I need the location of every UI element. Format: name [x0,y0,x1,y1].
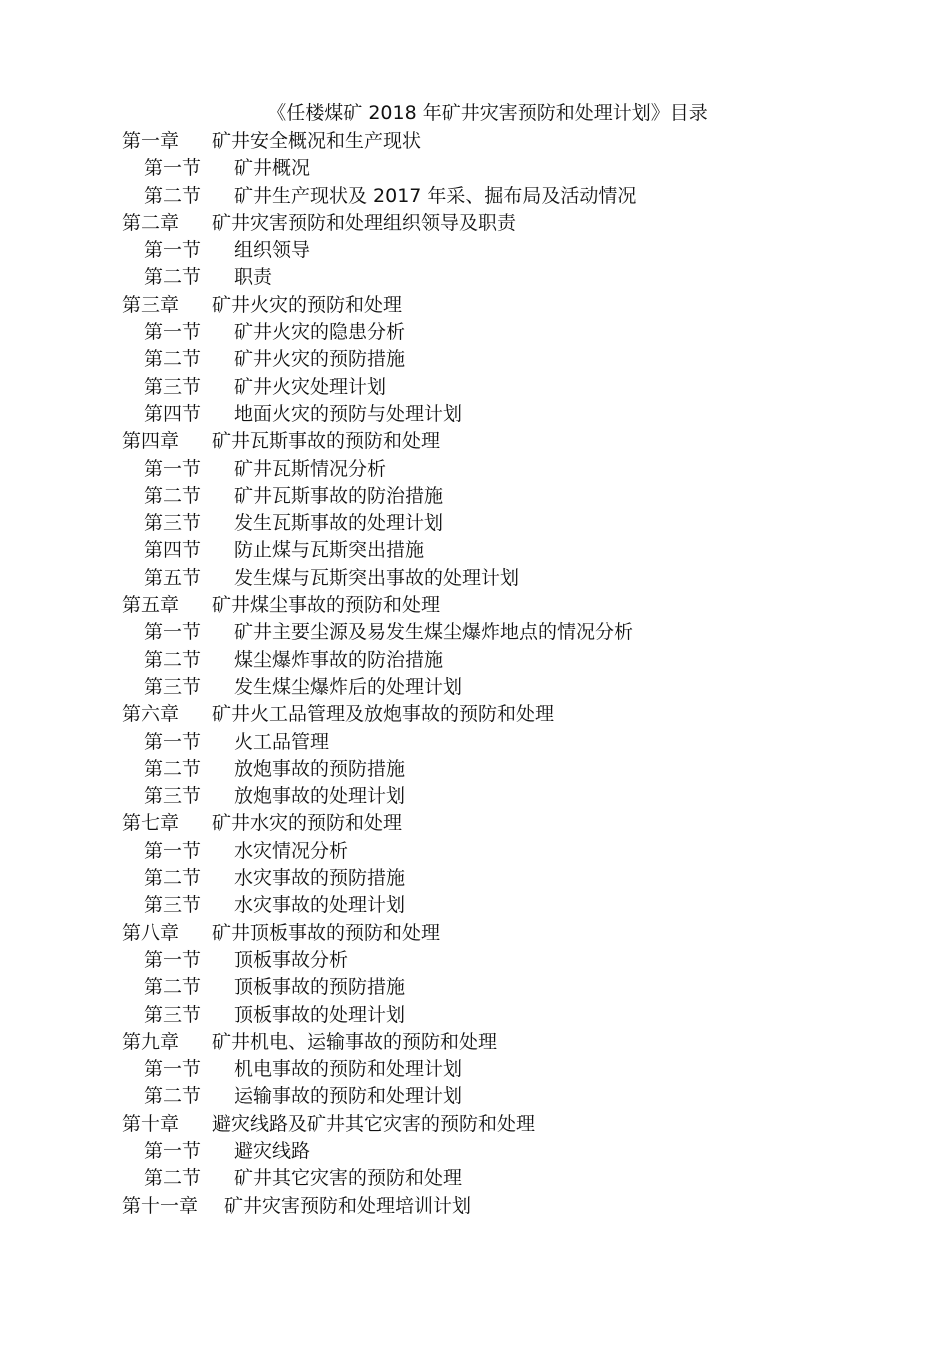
toc-chapter [122,1029,882,1056]
toc-section [122,264,882,291]
toc-section [122,183,882,210]
toc-section [122,483,882,510]
toc-chapter [122,428,882,455]
section-title: 顶板事故的处理计划 [234,1003,406,1026]
toc-section [122,756,882,783]
section-title: 避灾线路 [234,1139,311,1162]
section-title: 地面火灾的预防与处理计划 [234,402,463,425]
section-number: 第三节 [144,894,202,917]
toc-chapter [122,810,882,837]
chapter-number: 第四章 [122,430,180,453]
section-title: 发生瓦斯事故的处理计划 [234,512,444,535]
section-number: 第三节 [144,785,202,808]
toc-chapter [122,292,882,319]
chapter-number: 第七章 [122,812,180,835]
toc-section [122,155,882,182]
section-title: 矿井瓦斯情况分析 [234,457,387,480]
section-number: 第二节 [144,484,202,507]
section-title: 矿井火灾的隐患分析 [234,321,406,344]
toc-section [122,1083,882,1110]
toc-chapter [122,701,882,728]
section-number: 第五节 [144,566,202,589]
chapter-number: 第三章 [122,293,180,316]
toc-section [122,510,882,537]
section-number: 第二节 [144,976,202,999]
chapter-number: 第五章 [122,594,180,617]
chapter-title: 矿井火工品管理及放炮事故的预防和处理 [212,703,555,726]
chapter-title: 矿井顶板事故的预防和处理 [212,921,441,944]
toc-section [122,237,882,264]
toc-section [122,729,882,756]
section-number: 第一节 [144,948,202,971]
toc-section [122,947,882,974]
section-number: 第一节 [144,730,202,753]
section-title: 组织领导 [234,239,311,262]
toc-section [122,456,882,483]
section-title: 顶板事故的预防措施 [234,976,406,999]
section-title: 水灾事故的预防措施 [234,867,406,890]
toc-section [122,537,882,564]
toc-section [122,838,882,865]
section-number: 第二节 [144,867,202,890]
section-number: 第一节 [144,839,202,862]
toc-section [122,1165,882,1192]
section-number: 第三节 [144,512,202,535]
section-number: 第一节 [144,621,202,644]
toc-section [122,892,882,919]
chapter-title: 矿井水灾的预防和处理 [212,812,403,835]
section-number: 第二节 [144,757,202,780]
chapter-title: 矿井瓦斯事故的预防和处理 [212,430,441,453]
section-title: 矿井火灾处理计划 [234,375,387,398]
chapter-number: 第八章 [122,921,180,944]
section-title: 发生煤与瓦斯突出事故的处理计划 [234,566,520,589]
section-title: 发生煤尘爆炸后的处理计划 [234,675,463,698]
chapter-number: 第十章 [122,1112,180,1135]
section-title: 放炮事故的处理计划 [234,785,406,808]
chapter-title: 矿井灾害预防和处理培训计划 [224,1194,472,1217]
chapter-number: 第二章 [122,211,180,234]
toc-section [122,619,882,646]
toc-chapter [122,128,882,155]
section-title: 矿井概况 [234,157,311,180]
section-number: 第三节 [144,1003,202,1026]
section-title: 矿井主要尘源及易发生煤尘爆炸地点的情况分析 [234,621,634,644]
section-number: 第二节 [144,1085,202,1108]
section-title: 矿井火灾的预防措施 [234,348,406,371]
toc-chapter [122,1111,882,1138]
chapter-title: 矿井火灾的预防和处理 [212,293,403,316]
section-number: 第一节 [144,239,202,262]
chapter-title: 矿井灾害预防和处理组织领导及职责 [212,211,517,234]
section-title: 运输事故的预防和处理计划 [234,1085,463,1108]
section-number: 第二节 [144,648,202,671]
section-title: 水灾事故的处理计划 [234,894,406,917]
section-number: 第三节 [144,675,202,698]
chapter-number: 第九章 [122,1030,180,1053]
chapter-title: 避灾线路及矿井其它灾害的预防和处理 [212,1112,536,1135]
section-title: 防止煤与瓦斯突出措施 [234,539,425,562]
section-title: 火工品管理 [234,730,330,753]
section-title: 水灾情况分析 [234,839,349,862]
toc-section [122,319,882,346]
chapter-number: 第一章 [122,130,180,152]
toc-chapter [122,1193,882,1220]
toc-section [122,401,882,428]
section-title: 矿井生产现状及 2017 年采、掘布局及活动情况 [234,184,637,207]
section-number: 第一节 [144,1058,202,1081]
toc-section [122,783,882,810]
toc-chapter [122,920,882,947]
section-title: 机电事故的预防和处理计划 [234,1058,463,1081]
section-title: 职责 [234,266,273,289]
toc-section [122,346,882,373]
section-number: 第四节 [144,539,202,562]
document-title: 《任楼煤矿 2018 年矿井灾害预防和处理计划》目录 [267,102,708,124]
toc-section [122,565,882,592]
toc-chapter [122,210,882,237]
toc-chapter [122,592,882,619]
section-number: 第二节 [144,1167,202,1190]
section-number: 第四节 [144,402,202,425]
section-number: 第二节 [144,184,202,207]
table-of-contents [122,128,882,1220]
toc-section [122,647,882,674]
section-number: 第三节 [144,375,202,398]
toc-section [122,974,882,1001]
chapter-title: 矿井机电、运输事故的预防和处理 [212,1030,498,1053]
section-number: 第一节 [144,457,202,480]
section-title: 矿井瓦斯事故的防治措施 [234,484,444,507]
section-number: 第一节 [144,157,202,180]
section-title: 矿井其它灾害的预防和处理 [234,1167,463,1190]
toc-section [122,1002,882,1029]
toc-section [122,374,882,401]
section-number: 第一节 [144,1139,202,1162]
toc-section [122,1138,882,1165]
section-number: 第二节 [144,266,202,289]
toc-section [122,865,882,892]
chapter-number: 第六章 [122,703,180,726]
toc-section [122,674,882,701]
section-number: 第一节 [144,321,202,344]
chapter-title: 矿井煤尘事故的预防和处理 [212,594,441,617]
section-title: 放炮事故的预防措施 [234,757,406,780]
section-title: 煤尘爆炸事故的防治措施 [234,648,444,671]
section-title: 顶板事故分析 [234,948,349,971]
chapter-number: 第十一章 [122,1194,199,1217]
section-number: 第二节 [144,348,202,371]
toc-section [122,1056,882,1083]
chapter-title: 矿井安全概况和生产现状 [212,130,422,152]
